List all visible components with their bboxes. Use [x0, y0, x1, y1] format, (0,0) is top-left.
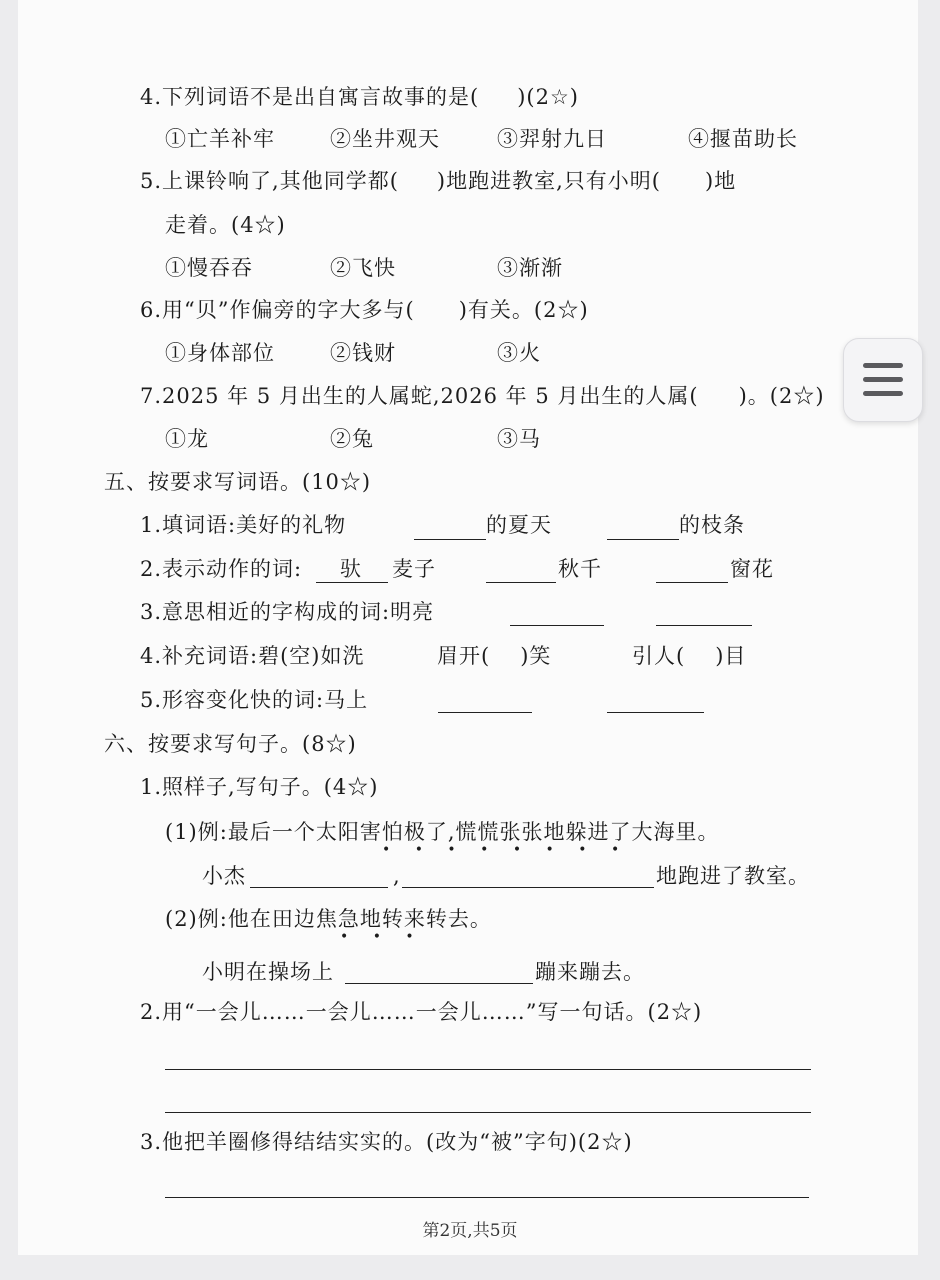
s5-q1-b: 的夏天: [486, 513, 552, 537]
question-4-5: 5.上课铃响了,其他同学都( )地跑进教室,只有小明( )地: [140, 169, 737, 193]
s6-q1-ans1-a: 小杰: [202, 864, 246, 888]
s5-q4-b: 眉开( )笑: [437, 644, 552, 668]
s6-q1-example2: (2)例:他在田边焦急地转来转去。: [165, 907, 492, 931]
option: ②兔: [330, 427, 374, 451]
hamburger-menu-icon[interactable]: [843, 338, 923, 422]
option: ③羿射九日: [497, 127, 607, 151]
question-4-6: 6.用“贝”作偏旁的字大多与( )有关。(2☆): [140, 298, 589, 322]
s6-q1-ans1-b: 地跑进了教室。: [656, 864, 810, 888]
option: ②钱财: [330, 341, 396, 365]
s6-q1-ans2-b: 蹦来蹦去。: [535, 960, 645, 984]
answer-blank: [607, 539, 679, 540]
s5-q2-word1: 驮: [340, 557, 362, 581]
answer-blank: [402, 887, 654, 888]
option: ①慢吞吞: [165, 256, 253, 280]
emphasis-dots: • • • • • • • •: [382, 842, 630, 858]
option: ③渐渐: [497, 256, 563, 280]
question-4-7: 7.2025 年 5 月出生的人属蛇,2026 年 5 月出生的人属( )。(2☆): [140, 384, 825, 408]
s5-q1: 1.填词语:美好的礼物: [140, 513, 347, 537]
answer-blank: [414, 539, 486, 540]
s5-q4-c: 引人( )目: [632, 644, 747, 668]
s6-q3-title: 3.他把羊圈修得结结实实的。(改为“被”字句)(2☆): [140, 1130, 633, 1154]
option: ③马: [497, 427, 541, 451]
s6-q2-title: 2.用“一会儿……一会儿……一会儿……”写一句话。(2☆): [140, 1000, 703, 1024]
s6-q1-example1: (1)例:最后一个太阳害怕极了,慌慌张张地躲进了大海里。: [165, 820, 720, 844]
answer-blank: [656, 625, 752, 626]
option: ①身体部位: [165, 341, 275, 365]
s5-q3: 3.意思相近的字构成的词:明亮: [140, 600, 435, 624]
s5-q4: 4.补充词语:碧(空)如洗: [140, 644, 365, 668]
answer-blank: [510, 625, 604, 626]
s5-q2-a: 麦子: [392, 557, 436, 581]
option: ③火: [497, 341, 541, 365]
section-6-title: 六、按要求写句子。(8☆): [104, 732, 357, 756]
question-4-4: 4.下列词语不是出自寓言故事的是( )(2☆): [140, 85, 579, 109]
answer-blank: [607, 712, 704, 713]
answer-blank: [250, 887, 388, 888]
answer-blank: [656, 582, 728, 583]
answer-blank: [345, 983, 533, 984]
section-5-title: 五、按要求写词语。(10☆): [104, 470, 372, 494]
answer-line: [165, 1069, 811, 1070]
option: ④揠苗助长: [688, 127, 798, 151]
s5-q2-c: 窗花: [730, 557, 774, 581]
option: ①龙: [165, 427, 209, 451]
s6-q1-ans1-comma: ,: [393, 864, 401, 888]
question-4-5-line2: 走着。(4☆): [165, 213, 286, 237]
s5-q2: 2.表示动作的词:: [140, 557, 303, 581]
emphasis-dots: • • •: [340, 929, 424, 945]
option: ①亡羊补牢: [165, 127, 275, 151]
option: ②飞快: [330, 256, 396, 280]
option: ②坐井观天: [330, 127, 440, 151]
s5-q2-b: 秋千: [558, 557, 602, 581]
s6-q1-ans2-a: 小明在操场上: [202, 960, 334, 984]
answer-blank: [438, 712, 532, 713]
s5-q5: 5.形容变化快的词:马上: [140, 688, 369, 712]
answer-line: [165, 1112, 811, 1113]
answer-blank: [486, 582, 556, 583]
page-footer: 第2页,共5页: [422, 1221, 518, 1241]
s5-q1-c: 的枝条: [679, 513, 745, 537]
answer-line: [165, 1197, 809, 1198]
s6-q1-title: 1.照样子,写句子。(4☆): [140, 775, 379, 799]
